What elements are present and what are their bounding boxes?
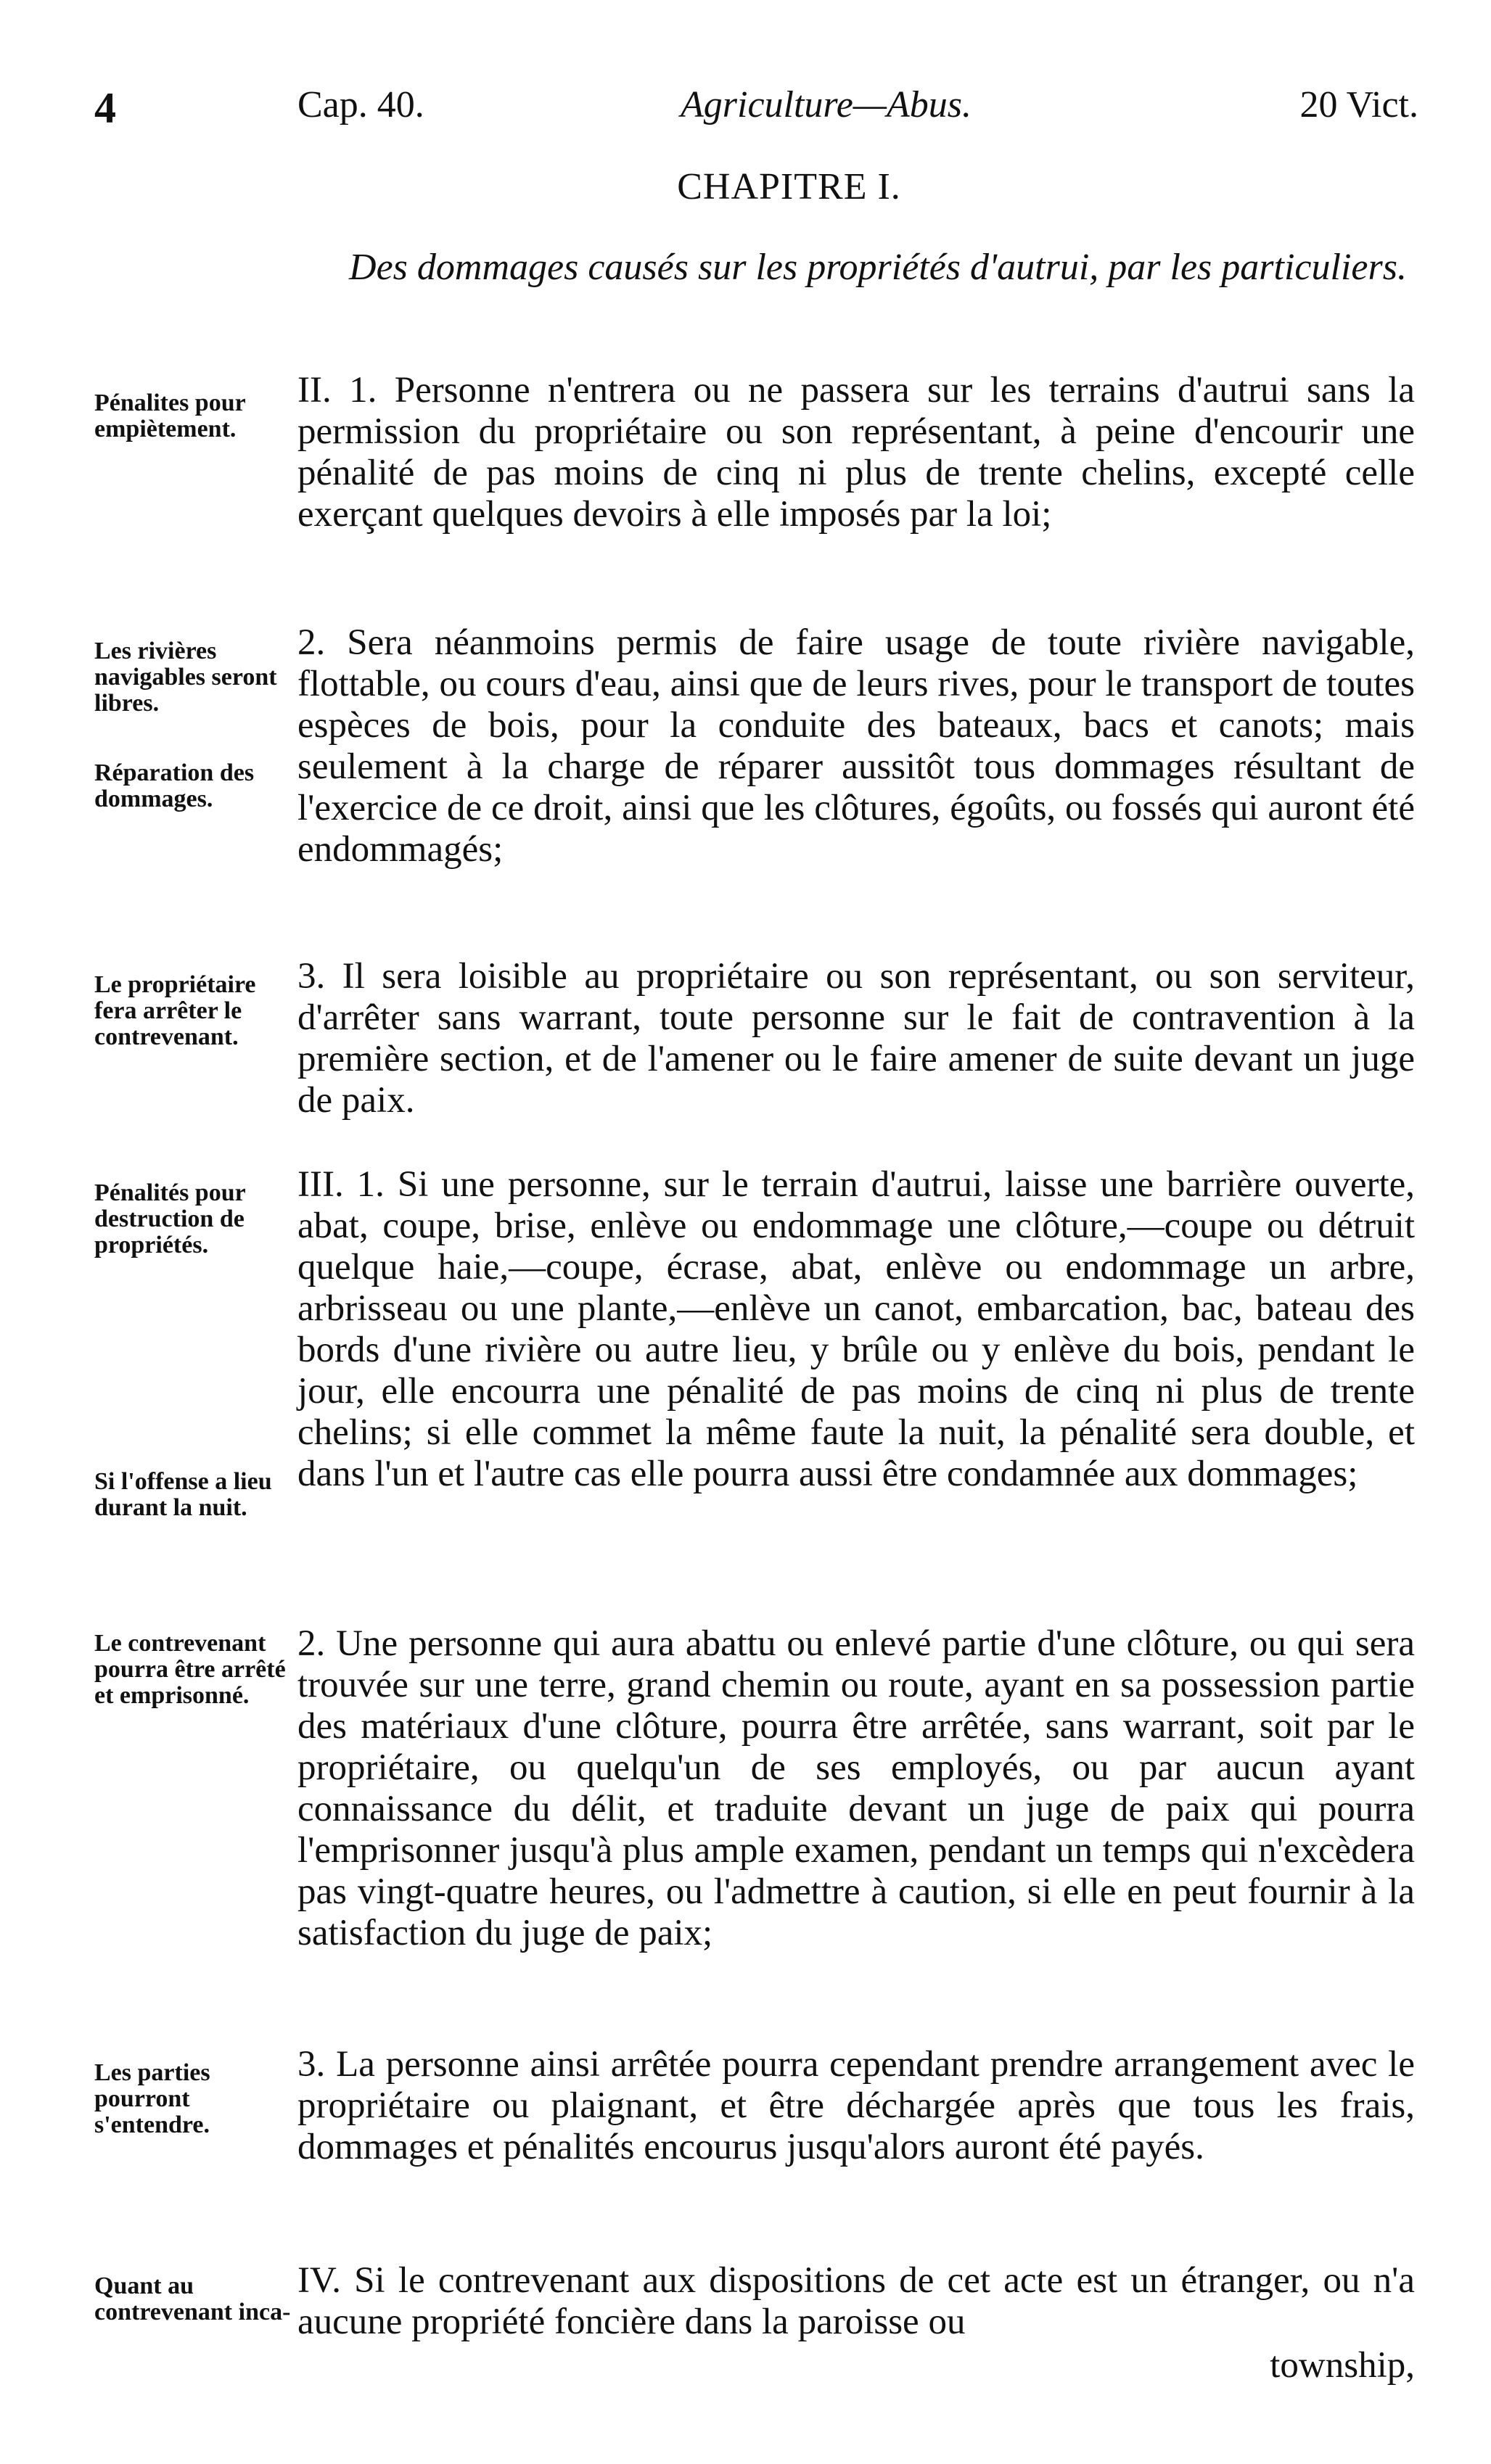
catchword: township, (1270, 2345, 1415, 2386)
margin-note: Pénalités pour destruction de propriétés. (94, 1179, 246, 1258)
margin-note: Les rivières navigables seront libres. (94, 638, 277, 717)
chapter-heading: CHAPITRE I. (677, 166, 901, 207)
running-title: Agriculture—Abus. (681, 84, 972, 125)
margin-note: Réparation des dommages. (94, 759, 255, 812)
section-paragraph: 3. Il sera loisible au propriétaire ou son représentant, ou son serviteur, d'arrêter sans warrant, toute personne sur le fait de contravention à la première section, et de l'amener ou le faire amener de suite devant un juge de paix. (297, 956, 1415, 1121)
section-paragraph: 3. La personne ainsi arrêtée pourra cependant prendre arrangement avec le propriétaire ou plaignant, et être déchargée après que tous les frais, dommages et pénalités encourus jusqu'alors auront été payés. (297, 2044, 1415, 2167)
regnal-year: 20 Vict. (1299, 84, 1418, 125)
margin-note: Si l'offense a lieu durant la nuit. (94, 1468, 272, 1521)
margin-note: Quant au contrevenant inca- (94, 2273, 291, 2325)
chapter-subtitle: Des dommages causés sur les propriétés d'autrui, par les particuliers. (349, 247, 1407, 288)
page-number: 4 (94, 84, 116, 132)
margin-note: Les parties pourront s'entendre. (94, 2059, 210, 2138)
margin-note: Pénalites pour empiètement. (94, 390, 246, 442)
section-paragraph: 2. Sera néanmoins permis de faire usage de toute rivière navigable, flottable, ou cours d'eau, ainsi que de leurs rives, pour le transport de toutes espèces de bois, pour la conduite des bateaux, bacs et canots; mais seulement à la charge de réparer aussitôt tous dommages résultant de l'exercice de ce droit, ainsi que les clôtures, égoûts, ou fossés qui auront été endommagés; (297, 622, 1415, 870)
margin-note: Le contrevenant pourra être arrêté et emprisonné. (94, 1630, 286, 1709)
chapter-reference: Cap. 40. (297, 84, 424, 125)
section-paragraph: IV. Si le contrevenant aux dispositions de cet acte est un étranger, ou n'a aucune propriété foncière dans la paroisse ou (297, 2260, 1415, 2342)
section-paragraph: 2. Une personne qui aura abattu ou enlevé partie d'une clôture, ou qui sera trouvée sur une terre, grand chemin ou route, ayant en sa possession partie des matériaux d'une clôture, pourra être arrêtée, sans warrant, soit par le propriétaire, ou quelqu'un de ses employés, ou par aucun ayant connaissance du délit, et traduite devant un juge de paix qui pourra l'emprisonner jusqu'à plus ample examen, pendant un temps qui n'excèdera pas vingt-quatre heures, ou l'admettre à caution, si elle en peut fournir à la satisfaction du juge de paix; (297, 1623, 1415, 1953)
running-header (0, 83, 1491, 141)
section-paragraph: III. 1. Si une personne, sur le terrain d'autrui, laisse une barrière ouverte, abat, coupe, brise, enlève ou endommage une clôture,—coupe ou détruit quelque haie,—coupe, écrase, abat, enlève ou endommage un arbre, arbrisseau ou une plante,—enlève un canot, embarcation, bac, bateau des bords d'une rivière ou autre lieu, y brûle ou y enlève du bois, pendant le jour, elle encourra une pénalité de pas moins de cinq ni plus de trente chelins; si elle commet la même faute la nuit, la pénalité sera double, et dans l'un et l'autre cas elle pourra aussi être condamnée aux dommages; (297, 1164, 1415, 1494)
margin-note: Le propriétaire fera arrêter le contrevenant. (94, 971, 256, 1050)
section-paragraph: II. 1. Personne n'entrera ou ne passera sur les terrains d'autrui sans la permission du propriétaire ou son représentant, à peine d'encourir une pénalité de pas moins de cinq ni plus de trente chelins, excepté celle exerçant quelques devoirs à elle imposés par la loi; (297, 370, 1415, 535)
